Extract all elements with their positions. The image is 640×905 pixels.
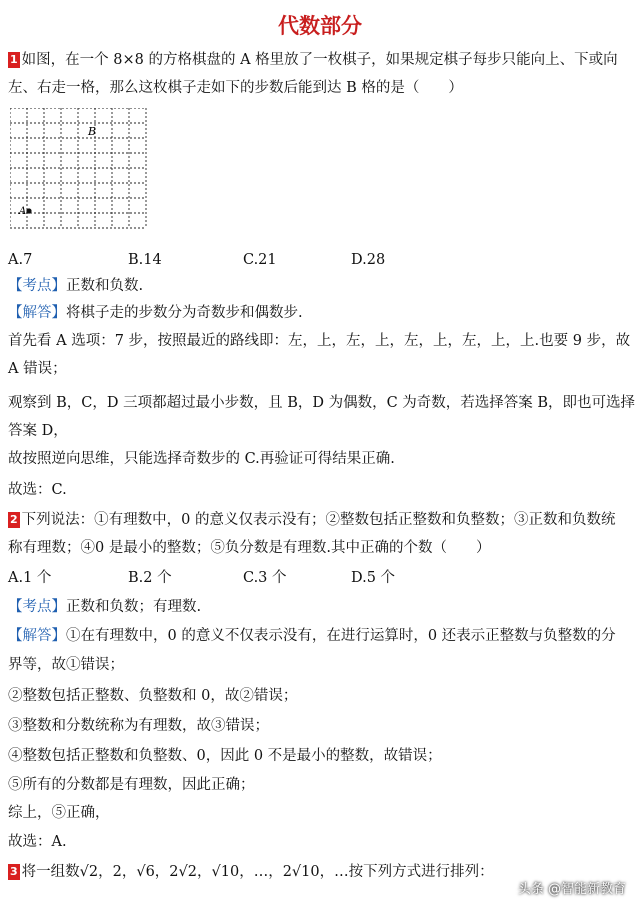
q2-stem-line-1: 2 下列说法：①有理数中，0 的意义仅表示没有；②整数包括正整数和负整数；③正数和负数统 xyxy=(10,512,616,528)
q1-solution-line-6: 答案 D， xyxy=(8,423,68,439)
q1-stem-line-2: 左、右走一格，那么这枚棋子走如下的步数后能到达 B 格的是（ ） xyxy=(8,80,463,96)
q1-jieda: 【解答】将棋子走的步数分为奇数步和偶数步. xyxy=(8,305,303,321)
q2-stem-line-2: 称有理数；④0 是最小的整数；⑤负分数是有理数.其中正确的个数（ ） xyxy=(8,540,491,556)
watermark: 头条 @智能新教育 xyxy=(517,882,626,897)
q2-option-d: D.5 个 xyxy=(351,570,396,586)
chess-piece xyxy=(26,208,31,213)
board-label-b: B xyxy=(88,125,97,138)
q1-option-a: A.7 xyxy=(8,252,33,268)
page-title: 代数部分 xyxy=(278,14,362,38)
q1-kaodian: 【考点】正数和负数. xyxy=(8,278,144,294)
q2-solution-line-3: ②整数包括正整数、负整数和 0，故②错误； xyxy=(8,688,298,704)
q1-solution-line-4: A 错误； xyxy=(8,361,67,377)
q1-number-badge: 1 xyxy=(10,53,18,66)
q1-stem-line-1: 1 如图，在一个 8×8 的方格棋盘的 A 格里放了一枚棋子，如果规定棋子每步只能向上、下或向 xyxy=(10,52,618,68)
q2-option-c: C.3 个 xyxy=(243,570,287,586)
q2-option-a: A.1 个 xyxy=(8,570,52,586)
q1-solution-line-7: 故按照逆向思维，只能选择奇数步的 C.再验证可得结果正确. xyxy=(8,451,395,467)
chessboard-figure xyxy=(10,108,148,230)
q2-number-badge: 2 xyxy=(10,513,18,526)
q1-solution-line-3: 首先看 A 选项：7 步，按照最近的路线即：左，上，左，上，左，上，左，上，上.也要 9 步，故 xyxy=(8,333,631,349)
q2-solution-line-5: ④整数包括正整数和负整数、0，因此 0 不是最小的整数，故错误； xyxy=(8,748,442,764)
q2-option-b: B.2 个 xyxy=(128,570,172,586)
board-label-a: A xyxy=(19,206,27,217)
q3-stem-line-1: 3 将一组数√2，2，√6，2√2，√10，…，2√10，…按下列方式进行排列： xyxy=(10,864,494,880)
q2-solution-line-4: ③整数和分数统称为有理数，故③错误； xyxy=(8,718,269,734)
q2-answer: 故选：A. xyxy=(8,834,67,850)
q2-jieda: 【解答】①在有理数中，0 的意义不仅表示没有，在进行运算时，0 还表示正整数与负整数的分 xyxy=(8,628,616,644)
q2-kaodian: 【考点】正数和负数；有理数. xyxy=(8,599,202,615)
q3-number-badge: 3 xyxy=(10,865,18,878)
q1-option-d: D.28 xyxy=(351,252,386,268)
q1-solution-line-5: 观察到 B，C，D 三项都超过最小步数，且 B，D 为偶数，C 为奇数，若选择答案 B，即也可选择 xyxy=(8,395,636,411)
q1-option-b: B.14 xyxy=(128,252,162,268)
q2-solution-line-7: 综上，⑤正确， xyxy=(8,805,110,821)
q2-solution-line-6: ⑤所有的分数都是有理数，因此正确； xyxy=(8,777,255,793)
q1-option-c: C.21 xyxy=(243,252,277,268)
q2-solution-line-2: 界等，故①错误； xyxy=(8,657,124,673)
q1-answer: 故选：C. xyxy=(8,482,67,498)
